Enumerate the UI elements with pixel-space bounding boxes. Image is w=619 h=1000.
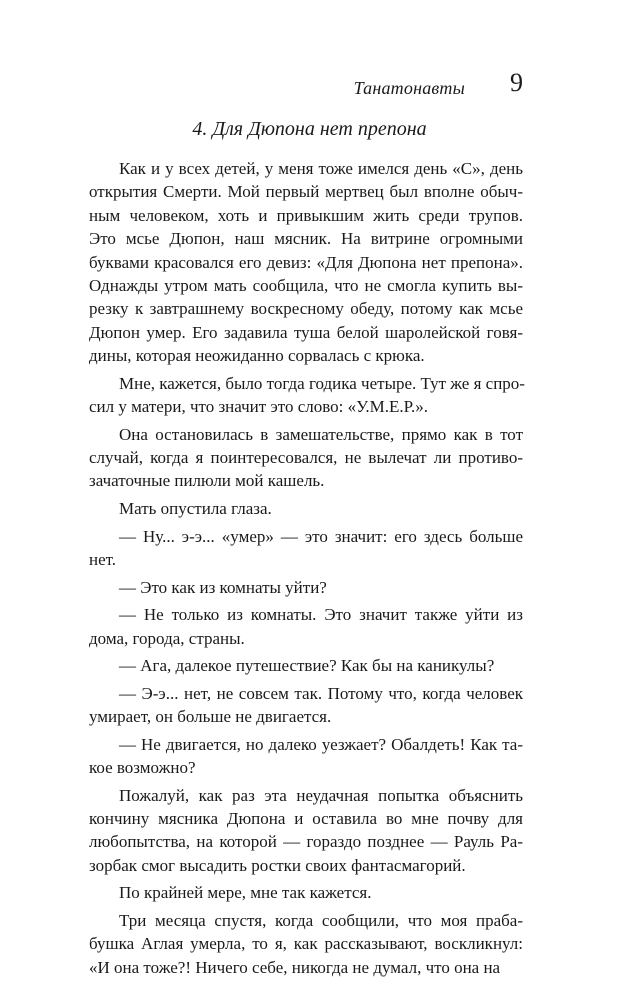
text-line: дома, города, страны. [89,628,245,648]
text-line: резку к завтрашнему воскресному обеду, потому как мсье [89,299,523,319]
text-line: нет. [89,550,117,569]
paragraph [89,497,523,520]
paragraph [89,909,523,979]
text-line: любопытства, на которой — гораздо позднее — Рауль Ра- [89,832,523,852]
paragraph [89,603,523,650]
body-text [89,157,523,983]
text-line: кое возможно? [89,758,196,778]
text-line: Три месяца спустя, когда сообщили, что моя праба- [119,910,523,930]
text-line: — Э-э... нет, не совсем так. Потому что, когда человек [119,683,523,703]
paragraph [89,784,523,878]
page-number: 9 [510,68,523,97]
text-line: зачаточные пилюли мой кашель. [89,471,325,491]
text-line: — Ну... э-э... «умер» — это значит: его здесь больше [119,526,523,546]
text-line: — Ага, далекое путешествие? Как бы на каникулы? [119,656,495,676]
text-line: Мне, кажется, было тогда годика четыре. Тут же я спро- [119,373,525,393]
paragraph [89,423,523,493]
running-title: Танатонавты [353,78,465,98]
text-line: умирает, он больше не двигается. [89,707,332,727]
text-line: — Не двигается, но далеко уезжает? Обалдеть! Как та- [119,734,523,754]
text-line: Это мсье Дюпон, наш мясник. На витрине огромными [89,229,523,249]
chapter-title: 4. Для Дюпона нет препона [192,118,427,140]
paragraph [89,525,523,572]
text-line: случай, когда я поинтересовался, не вылечат ли противо- [89,448,523,468]
running-header [96,68,523,108]
text-line: По крайней мере, мне так кажется. [119,883,372,903]
text-line: Мать опустила глаза. [119,499,272,519]
text-line: — Не только из комнаты. Это значит также уйти из [119,605,523,625]
paragraph [89,372,523,419]
text-line: дины, которая неожиданно сорвалась с крюка. [89,346,425,366]
text-line: сил у матери, что значит это слово: «У.М.Е.Р.». [89,397,428,417]
text-line: «И она тоже?! Ничего себе, никогда не думал, что она на [89,957,501,977]
text-line: Пожалуй, как раз эта неудачная попытка объяснить [119,785,523,805]
text-line: Дюпон умер. Его задавила туша белой шаролейской говя- [89,322,523,342]
text-line: открытия Смерти. Мой первый мертвец был вполне обыч- [89,182,523,202]
paragraph [89,157,523,368]
text-line: ным человеком, хоть и привыкшим жить среди трупов. [89,205,523,225]
text-line: Однажды утром мать сообщила, что не смогла купить вы- [89,275,523,295]
text-line: Она остановилась в замешательстве, прямо как в тот [119,424,523,444]
text-line: буквами красовался его девиз: «Для Дюпона нет препона». [89,252,523,272]
text-line: кончину мясника Дюпона и оставила во мне почву для [89,809,523,829]
paragraph [89,733,523,780]
text-line: Как и у всех детей, у меня тоже имелся день «С», день [119,159,523,178]
text-line: зорбак смог высадить ростки своих фантасмагорий. [89,855,466,875]
text-line: бушка Аглая умерла, то я, как рассказывают, воскликнул: [89,934,523,954]
paragraph [89,654,523,677]
text-line: — Это как из комнаты уйти? [119,577,327,597]
paragraph [89,682,523,729]
paragraph [89,881,523,904]
paragraph [89,576,523,599]
